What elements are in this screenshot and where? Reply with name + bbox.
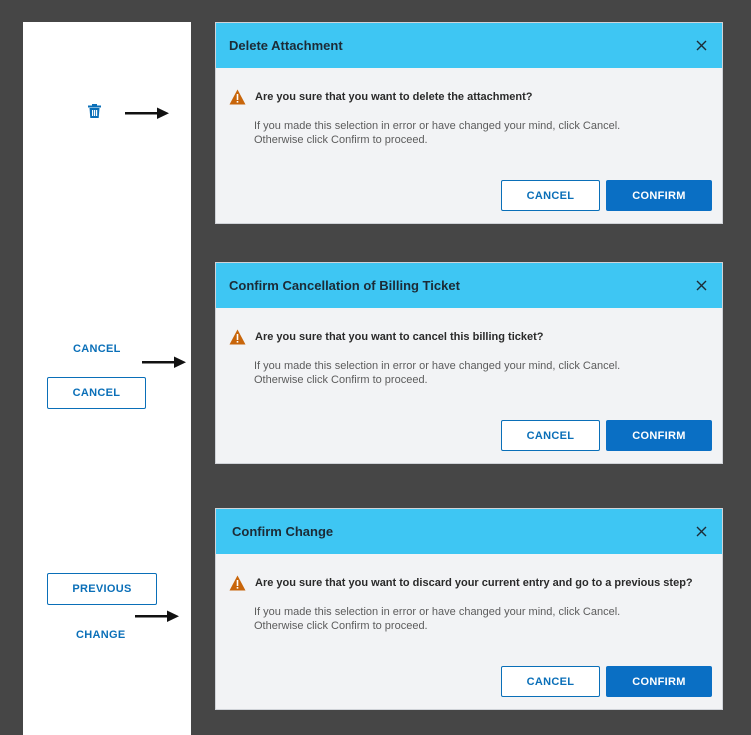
- arrow-right-icon: [135, 610, 179, 622]
- arrow-right-icon: [142, 356, 186, 368]
- confirm-button[interactable]: CONFIRM: [606, 180, 712, 211]
- close-button[interactable]: [694, 279, 708, 293]
- previous-button[interactable]: PREVIOUS: [47, 573, 157, 605]
- close-icon: [696, 526, 707, 537]
- question-row: [229, 89, 533, 105]
- detail-line: Otherwise click Confirm to proceed.: [254, 620, 428, 632]
- dialog-header: [216, 263, 722, 308]
- cancel-outline-button[interactable]: CANCEL: [47, 377, 146, 409]
- dialog-question: Are you sure that you want to cancel this billing ticket?: [255, 331, 544, 343]
- cancel-text-link[interactable]: CANCEL: [73, 343, 121, 355]
- confirm-button[interactable]: CONFIRM: [606, 666, 712, 697]
- detail-line: Otherwise click Confirm to proceed.: [254, 134, 428, 146]
- trash-icon: [88, 104, 101, 118]
- dialog-detail: [254, 605, 620, 633]
- close-button[interactable]: [694, 39, 708, 53]
- close-button[interactable]: [694, 525, 708, 539]
- cancel-billing-ticket-dialog: [215, 262, 723, 464]
- question-row: [229, 329, 544, 345]
- change-text-link[interactable]: CHANGE: [76, 629, 126, 641]
- detail-line: If you made this selection in error or have changed your mind, click Cancel.: [254, 120, 621, 132]
- warning-icon: [229, 89, 246, 105]
- dialog-header: [216, 23, 722, 68]
- dialog-title: Delete Attachment: [229, 38, 343, 53]
- dialog-question: Are you sure that you want to delete the attachment?: [255, 91, 533, 103]
- dialog-title: Confirm Change: [232, 524, 334, 539]
- detail-line: If you made this selection in error or have changed your mind, click Cancel.: [254, 606, 621, 618]
- question-row: [229, 575, 693, 591]
- arrow-right-icon: [125, 107, 169, 119]
- confirm-button[interactable]: CONFIRM: [606, 420, 712, 451]
- warning-icon: [229, 329, 246, 345]
- delete-attachment-dialog: [215, 22, 723, 224]
- cancel-button[interactable]: CANCEL: [501, 420, 600, 451]
- dialog-title: Confirm Cancellation of Billing Ticket: [229, 278, 460, 293]
- dialog-question: Are you sure that you want to discard your current entry and go to a previous step?: [255, 577, 693, 589]
- detail-line: If you made this selection in error or have changed your mind, click Cancel.: [254, 360, 621, 372]
- close-icon: [696, 280, 707, 291]
- cancel-button[interactable]: CANCEL: [501, 180, 600, 211]
- warning-icon: [229, 575, 246, 591]
- confirm-change-dialog: [215, 508, 723, 710]
- close-icon: [696, 40, 707, 51]
- cancel-button[interactable]: CANCEL: [501, 666, 600, 697]
- dialog-header: [216, 509, 722, 554]
- delete-attachment-button[interactable]: [85, 102, 103, 120]
- detail-line: Otherwise click Confirm to proceed.: [254, 374, 428, 386]
- dialog-detail: [254, 359, 620, 387]
- dialog-detail: [254, 119, 620, 147]
